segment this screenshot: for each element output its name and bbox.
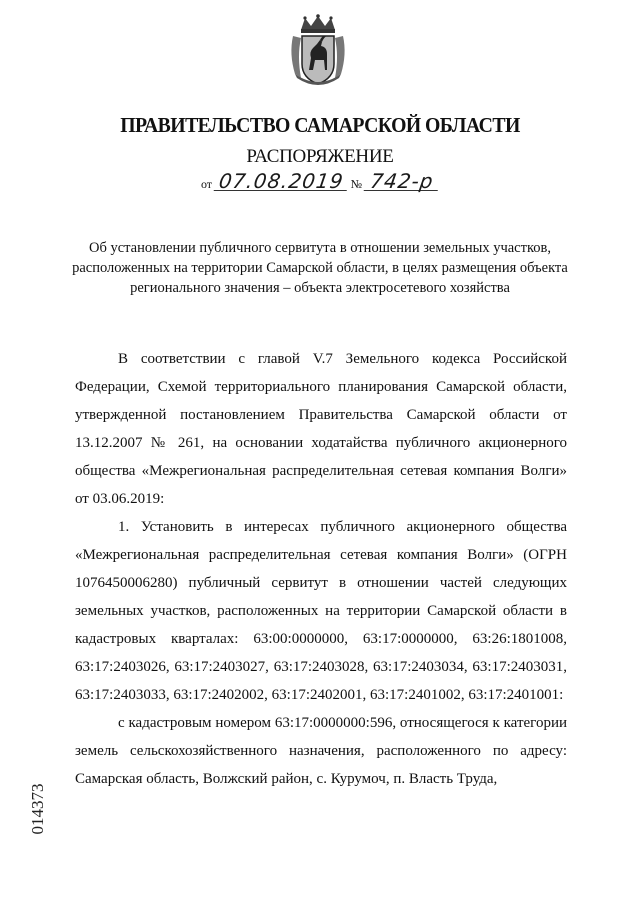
document-number: 742-р [364, 172, 441, 191]
paragraph-preamble: В соответствии с главой V.7 Земельного кодекса Российской Федерации, Схемой территориального планирования Самарской области, утвержденной постановлением Правительства Самарской области от 13.12.2007 № 261, на основании ходатайства публичного акционерного общества «Межрегиональная распределительная сетевая компания Волги» от 03.06.2019: [75, 351, 567, 507]
samara-coat-of-arms-icon [287, 14, 349, 86]
government-title: ПРАВИТЕЛЬСТВО САМАРСКОЙ ОБЛАСТИ [120, 113, 520, 137]
document-date: 07.08.2019 [214, 172, 349, 191]
paragraph-item-1: 1. Установить в интересах публичного акционерного общества «Межрегиональная распределительная сетевая компания Волги» (ОГРН 1076450006280) публичный сервитут в отношении частей следующих земельных участков, расположенных на территории Самарской области в кадастровых кварталах: 63:00:0000000, 63:17:0000000, 63:26:1801008, 63:17:2403026, 63:17:2403027, 63:17:2403028, 63:17:2403034, 63:17:2403031, 63:17:2403033, 63:17:2402002, 63:17:2402001, 63:17:2401002, 63:17:2401001: [75, 519, 567, 703]
paragraph-parcel: с кадастровым номером 63:17:0000000:596, относящегося к категории земель сельскохозяйственного назначения, расположенного по адресу: Самарская область, Волжский район, с. Курумоч, п. Власть Труда, [75, 715, 567, 787]
date-prefix: от [200, 177, 213, 191]
document-subject: Об установлении публичного сервитута в отношении земельных участков, расположенных на территории Самарской области, в целях размещения объекта регионального значения – объекта электросетевого хозяйства [72, 240, 568, 296]
date-number-line [0, 169, 640, 193]
document-type: РАСПОРЯЖЕНИЕ [246, 146, 394, 167]
document-body [75, 345, 567, 793]
number-prefix: № [350, 177, 363, 191]
side-serial-number: 014373 [28, 783, 47, 835]
